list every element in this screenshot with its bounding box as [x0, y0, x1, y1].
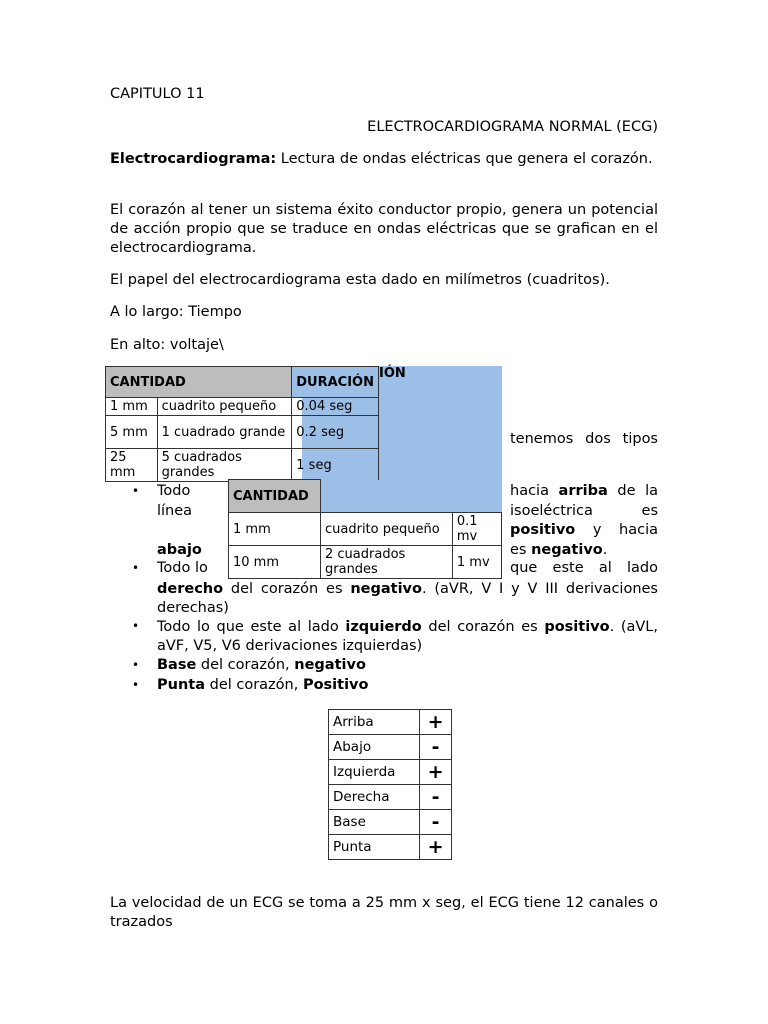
table-row: 5 mm 1 cuadrado grande 0.2 seg — [106, 416, 379, 449]
text-fragment: positivo y hacia — [510, 522, 658, 538]
time-table — [105, 366, 379, 482]
table-header-cantidad: CANTIDAD — [106, 367, 292, 398]
definition-paragraph — [110, 150, 658, 169]
paragraph-velocity: La velocidad de un ECG se toma a 25 mm x seg, el ECG tiene 12 canales o trazados — [110, 895, 658, 930]
bullet-punta: Punta del corazón, Positivo — [157, 677, 369, 693]
text-fragment: isoeléctrica es — [510, 503, 658, 519]
table-row: 1 mm cuadrito pequeño 0.1 mv — [229, 513, 502, 546]
minus-sign: - — [420, 785, 452, 810]
minus-sign: - — [420, 735, 452, 760]
table-row: 10 mm 2 cuadrados grandes 1 mv — [229, 546, 502, 579]
text-fragment: es negativo. — [510, 542, 608, 558]
plus-sign: + — [420, 835, 452, 860]
bullet-dot: • — [132, 619, 140, 633]
table-row: 25 mm 5 cuadrados grandes 1 seg — [106, 449, 379, 482]
bullet-izquierdo: Todo lo que este al lado izquierdo del corazón es positivo. (aVL, aVF, V5, V6 derivaciones izquierdas) — [157, 619, 658, 654]
text-fragment: Todo — [157, 483, 191, 499]
paragraph-heart-system: El corazón al tener un sistema éxito conductor propio, genera un potencial de acción propio que se traduce en ondas eléctricas que se grafican en el electrocardiograma. — [110, 202, 658, 256]
text-fragment: que este al lado — [510, 560, 658, 576]
table-row: Arriba + — [329, 710, 452, 735]
table-header-cantidad: CANTIDAD — [229, 480, 321, 513]
header-fragment: IÓN — [379, 366, 406, 381]
bullet-dot: • — [132, 658, 140, 672]
plus-sign: + — [420, 760, 452, 785]
voltage-table — [228, 479, 502, 579]
paragraph-paper: El papel del electrocardiograma esta dado en milímetros (cuadritos). — [110, 272, 610, 288]
text-fragment: Todo lo — [157, 560, 208, 576]
table-row: Base - — [329, 810, 452, 835]
text-fragment: tenemos dos tipos — [510, 431, 658, 447]
table-row: Punta + — [329, 835, 452, 860]
minus-sign: - — [420, 810, 452, 835]
bullet-dot: • — [132, 561, 140, 575]
text-fragment: línea — [157, 503, 193, 519]
bullet-dot: • — [132, 678, 140, 692]
bullet-derecho: derecho del corazón es negativo. (aVR, V I y V III derivaciones derechas) — [157, 581, 658, 616]
bullet-dot: • — [132, 484, 140, 498]
table-header-duracion: DURACIÓN — [292, 367, 379, 398]
document-title: ELECTROCARDIOGRAMA NORMAL (ECG) — [367, 119, 658, 135]
bullet-base: Base del corazón, negativo — [157, 657, 366, 673]
chapter-heading: CAPITULO 11 — [110, 86, 205, 102]
text-fragment: abajo — [157, 542, 202, 558]
plus-sign: + — [420, 710, 452, 735]
paragraph-voltage: En alto: voltaje\ — [110, 337, 224, 353]
definition-text: Lectura de ondas eléctricas que genera el corazón. — [276, 151, 653, 167]
table-row: Izquierda + — [329, 760, 452, 785]
blue-header-cell — [321, 480, 502, 513]
table-row: Abajo - — [329, 735, 452, 760]
table-row: Derecha - — [329, 785, 452, 810]
text-fragment: hacia arriba de la — [510, 483, 658, 499]
paragraph-time: A lo largo: Tiempo — [110, 304, 242, 320]
table-row: 1 mm cuadrito pequeño 0.04 seg — [106, 398, 379, 416]
signs-table — [328, 709, 452, 860]
definition-term: Electrocardiograma: — [110, 151, 277, 167]
